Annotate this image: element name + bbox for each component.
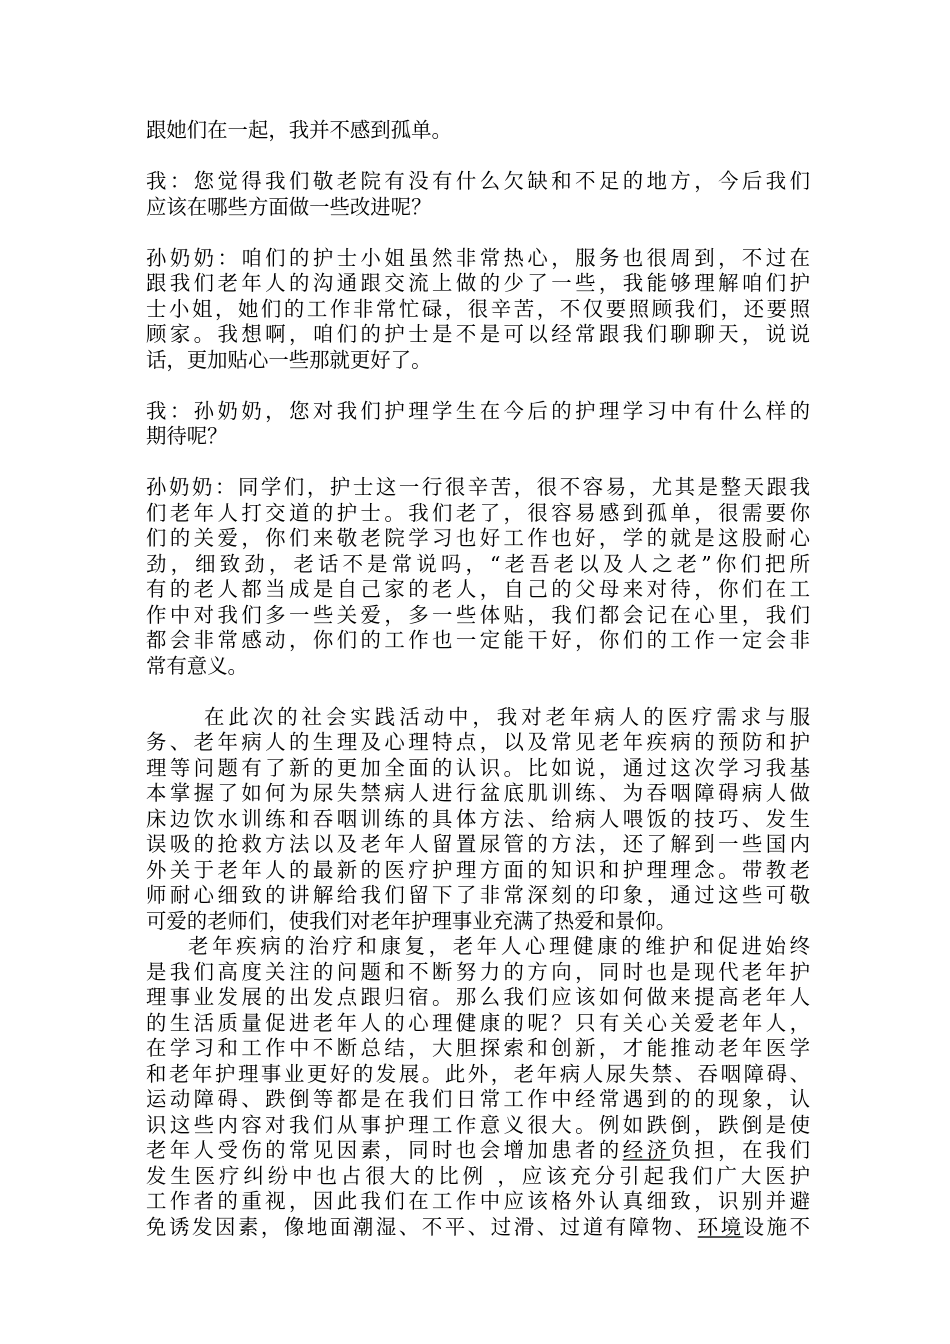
text-line: 士小姐，她们的工作非常忙碌，很辛苦，不仅要照顾我们，还要照 xyxy=(146,296,810,321)
paragraph-1 xyxy=(146,118,810,144)
text-line: 都会非常感动，你们的工作也一定能干好，你们的工作一定会非 xyxy=(146,628,810,652)
text-line: 跟她们在一起，我并不感到孤单。 xyxy=(146,118,452,142)
text-line: 劲，细致劲，老话不是常说吗，“老吾老以及人之老”你们把所 xyxy=(146,551,810,576)
paragraph-gap xyxy=(146,144,810,170)
text-line: 在此次的社会实践活动中，我对老年病人的医疗需求与服 xyxy=(204,704,810,729)
text-line: 老年疾病的治疗和康复，老年人心理健康的维护和促进始终 xyxy=(188,934,810,958)
text-line: 话，更加贴心一些那就更好了。 xyxy=(146,347,432,372)
environment-link[interactable]: 环境 xyxy=(697,1214,744,1239)
text-line: 理等问题有了新的更加全面的认识。比如说，通过这次学习我基 xyxy=(146,755,810,780)
text-line: 是我们高度关注的问题和不断努力的方向，同时也是现代老年护 xyxy=(146,959,810,984)
text-line: 们老年人打交道的护士。我们老了，很容易感到孤单，很需要你 xyxy=(146,500,810,525)
text-line: 常有意义。 xyxy=(146,653,248,678)
text-segment: 免诱发因素，像地面潮湿、不平、过滑、过道有障物、 xyxy=(146,1214,698,1239)
text-line: 床边饮水训练和吞咽训练的具体方法、给病人喂饭的技巧、发生 xyxy=(146,806,810,831)
paragraph-gap xyxy=(146,373,810,399)
text-line-with-link xyxy=(146,1138,810,1164)
text-line: 和老年护理事业更好的发展。此外，老年病人尿失禁、吞咽障碍、 xyxy=(146,1061,810,1086)
text-line: 可爱的老师们，使我们对老年护理事业充满了热爱和景仰。 xyxy=(146,908,677,933)
text-line: 期待呢？ xyxy=(146,424,228,448)
text-line: 应该在哪些方面做一些改进呢？ xyxy=(146,194,432,219)
text-line: 作中对我们多一些关爱，多一些体贴，我们都会记在心里，我们 xyxy=(146,602,810,627)
paragraph-4 xyxy=(146,399,810,450)
text-line: 们的关爱，你们来敬老院学习也好工作也好，学的就是这股耐心 xyxy=(146,526,810,550)
text-line: 有的老人都当成是自己家的老人，自己的父母来对待，你们在工 xyxy=(146,577,810,601)
text-line: 顾家。我想啊，咱们的护士是不是可以经常跟我们聊聊天，说说 xyxy=(146,322,810,346)
text-line: 跟我们老年人的沟通跟交流上做的少了一些，我能够理解咱们护 xyxy=(146,271,810,295)
text-segment: 老年人受伤的常见因素，同时也会增加患者的 xyxy=(146,1138,623,1162)
text-segment: 负担，在我们 xyxy=(670,1138,810,1162)
text-line: 师耐心细致的讲解给我们留下了非常深刻的印象，通过这些可敬 xyxy=(146,883,810,907)
paragraph-5 xyxy=(146,475,810,679)
economy-link[interactable]: 经济 xyxy=(622,1138,671,1162)
paragraph-2 xyxy=(146,169,810,220)
paragraph-3 xyxy=(146,246,810,374)
text-line: 务、老年病人的生理及心理特点，以及常见老年疾病的预防和护 xyxy=(146,730,810,754)
text-line: 理事业发展的出发点跟归宿。那么我们应该如何做来提高老年人 xyxy=(146,985,810,1009)
text-line: 识这些内容对我们从事护理工作意义很大。例如跌倒，跌倒是使 xyxy=(146,1112,810,1137)
text-line: 工作者的重视，因此我们在工作中应该格外认真细致，识别并避 xyxy=(146,1189,810,1213)
paragraph-gap xyxy=(146,220,810,246)
text-line: 运动障碍、跌倒等都是在我们日常工作中经常遇到的的现象，认 xyxy=(146,1087,810,1111)
text-line: 在学习和工作中不断总结，大胆探索和创新，才能推动老年医学 xyxy=(146,1036,810,1060)
text-line: 发生医疗纠纷中也占很大的比例 ，应该充分引起我们广大医护 xyxy=(146,1163,810,1188)
document-body xyxy=(146,118,810,1240)
text-line-with-link xyxy=(146,1215,810,1241)
text-line: 误吸的抢救方法以及老年人留置尿管的方法，还了解到一些国内 xyxy=(146,832,810,856)
paragraph-gap xyxy=(146,450,810,476)
paragraph-7 xyxy=(146,934,810,1240)
text-line: 我：孙奶奶，您对我们护理学生在今后的护理学习中有什么样的 xyxy=(146,398,810,423)
paragraph-gap xyxy=(146,679,810,705)
text-line: 我：您觉得我们敬老院有没有什么欠缺和不足的地方，今后我们 xyxy=(146,169,810,193)
text-segment: 设施不 xyxy=(743,1214,810,1239)
text-line: 外关于老年人的最新的医疗护理方面的知识和护理理念。带教老 xyxy=(146,857,810,882)
text-line: 孙奶奶：咱们的护士小姐虽然非常热心，服务也很周到，不过在 xyxy=(146,245,810,270)
text-line: 的生活质量促进老年人的心理健康的呢？只有关心关爱老年人， xyxy=(146,1010,810,1035)
text-line: 孙奶奶：同学们，护士这一行很辛苦，很不容易，尤其是整天跟我 xyxy=(146,475,810,499)
text-line: 本掌握了如何为尿失禁病人进行盆底肌训练、为吞咽障碍病人做 xyxy=(146,781,810,805)
paragraph-6 xyxy=(146,705,810,935)
